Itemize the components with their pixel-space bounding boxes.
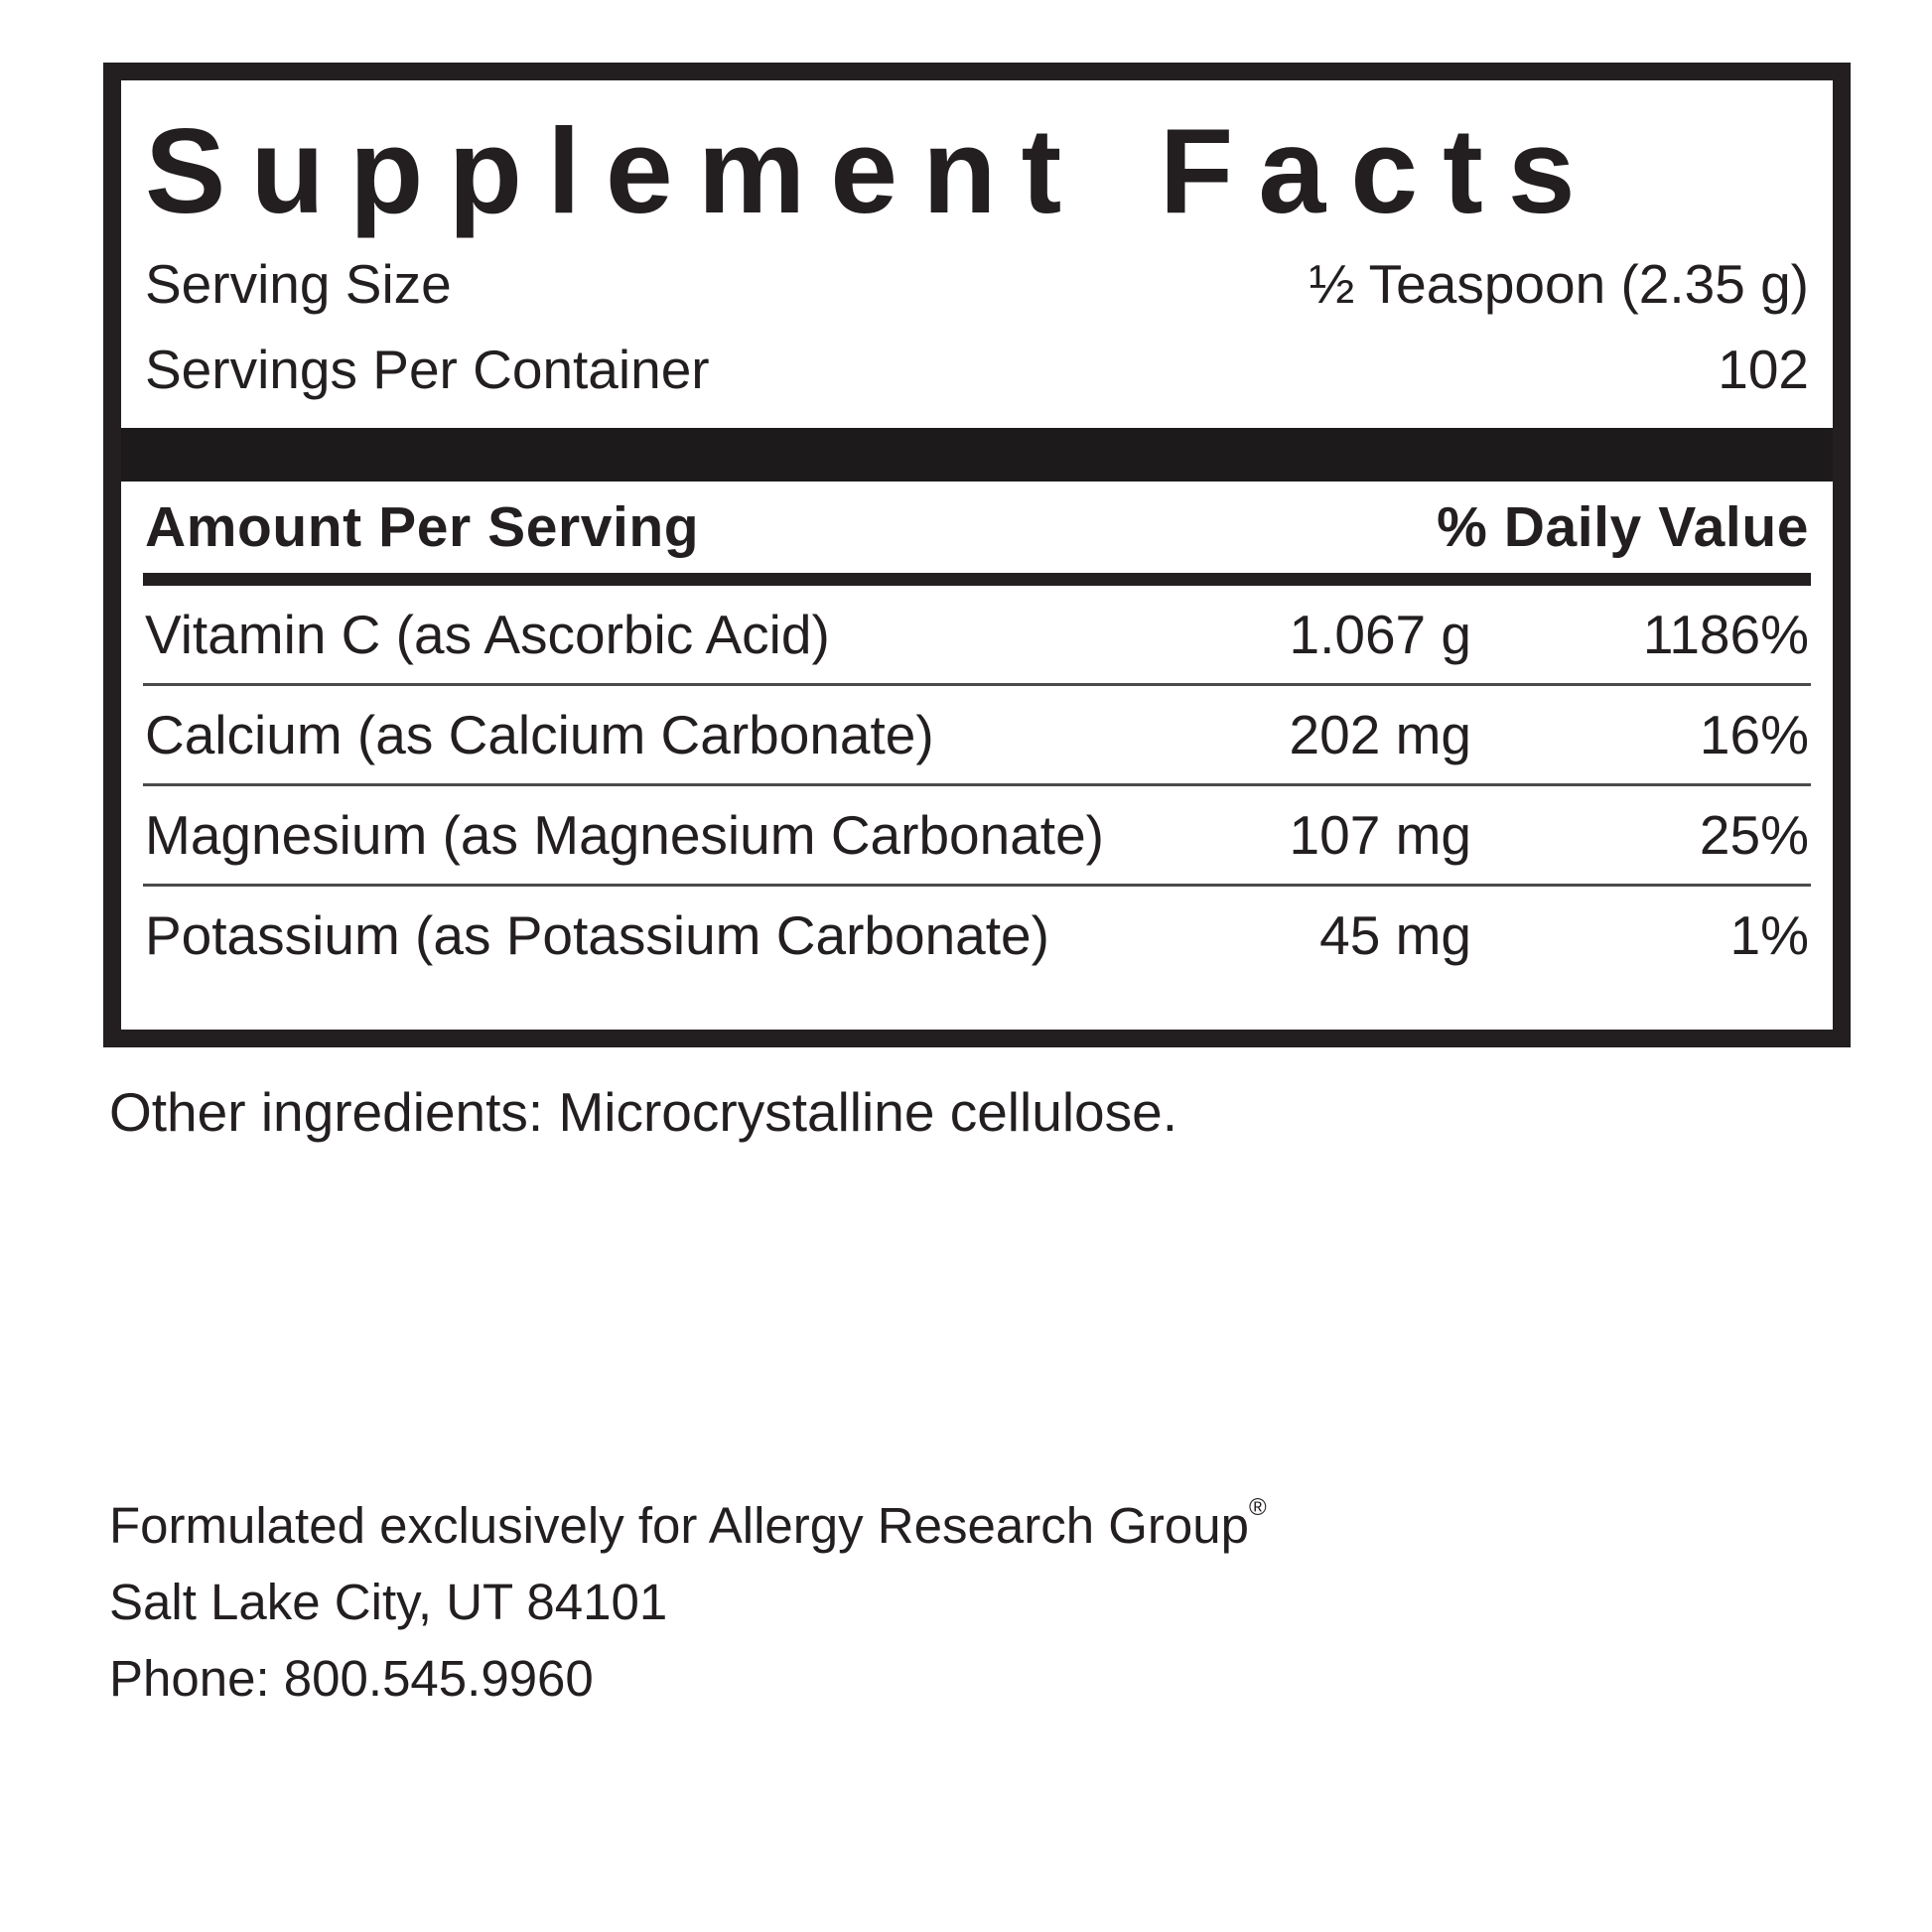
manufacturer-address-text: Salt Lake City, UT 84101 xyxy=(109,1574,668,1630)
serving-size-row xyxy=(145,241,1809,327)
table-row-magnesium xyxy=(143,786,1811,887)
daily-value-header: % Daily Value xyxy=(1437,495,1809,559)
nutrient-amount: 1.067 g xyxy=(1289,604,1471,665)
table-row-potassium xyxy=(143,887,1811,984)
section-divider-bar xyxy=(121,428,1833,482)
serving-size-value: ½ Teaspoon (2.35 g) xyxy=(1309,253,1809,315)
registered-trademark-symbol: ® xyxy=(1248,1494,1267,1521)
amount-per-serving-header: Amount Per Serving xyxy=(145,495,700,559)
nutrient-daily-value: 25% xyxy=(1699,804,1809,866)
nutrient-daily-value: 16% xyxy=(1699,704,1809,765)
nutrient-amount: 107 mg xyxy=(1289,804,1471,866)
nutrient-daily-value: 1% xyxy=(1729,904,1809,966)
nutrient-amount: 45 mg xyxy=(1319,904,1471,966)
serving-size-label: Serving Size xyxy=(145,253,452,315)
nutrient-amount: 202 mg xyxy=(1289,704,1471,765)
nutrient-name: Potassium (as Potassium Carbonate) xyxy=(145,904,1049,966)
servings-per-container-value: 102 xyxy=(1718,339,1809,400)
manufacturer-phone-text: Phone: 800.545.9960 xyxy=(109,1650,594,1707)
nutrient-table-header xyxy=(143,482,1811,586)
manufacturer-name-text: Formulated exclusively for Allergy Research Group xyxy=(109,1497,1249,1554)
nutrient-name: Magnesium (as Magnesium Carbonate) xyxy=(145,804,1104,866)
nutrient-name: Calcium (as Calcium Carbonate) xyxy=(145,704,934,765)
nutrient-name: Vitamin C (as Ascorbic Acid) xyxy=(145,604,830,665)
nutrient-daily-value: 1186% xyxy=(1642,604,1809,665)
servings-per-container-label: Servings Per Container xyxy=(145,339,710,400)
serving-info-block xyxy=(143,237,1811,412)
supplement-facts-panel xyxy=(103,63,1851,1047)
table-row-calcium xyxy=(143,686,1811,786)
manufacturer-line xyxy=(109,1469,1267,1564)
manufacturer-info-block xyxy=(109,1469,1267,1717)
table-row-vitamin-c xyxy=(143,586,1811,686)
other-ingredients-text: Other ingredients: Microcrystalline cellulose. xyxy=(109,1081,1177,1143)
supplement-facts-title: Supplement Facts xyxy=(145,103,1600,238)
servings-per-container-row xyxy=(145,327,1809,412)
